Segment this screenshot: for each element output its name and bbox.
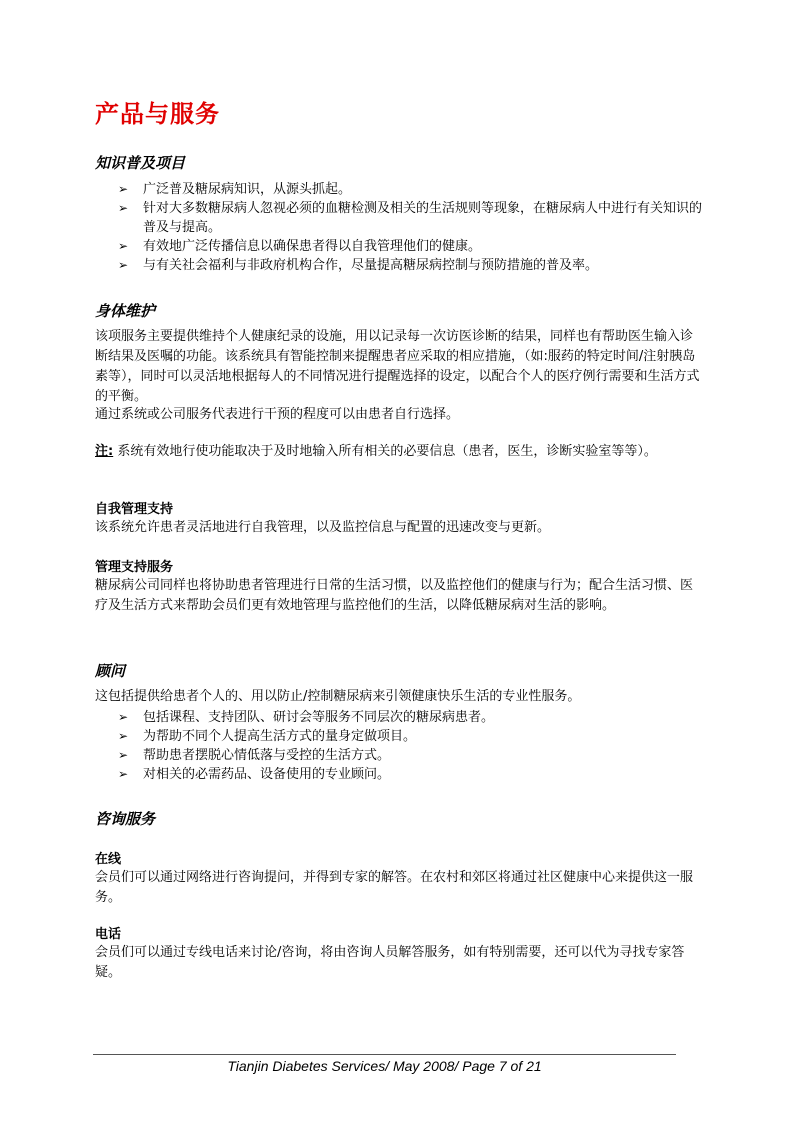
- arrow-bullet-icon: ➢: [118, 258, 129, 272]
- list-item: ➢ 与有关社会福利与非政府机构合作，尽量提高糖尿病控制与预防措施的普及率。: [118, 258, 599, 273]
- page-footer: Tianjin Diabetes Services/ May 2008/ Page 7 of 21: [227, 1058, 542, 1074]
- knowledge-list: [118, 180, 703, 275]
- list-item: ➢ 针对大多数糖尿病人忽视必须的血糖检测及相关的生活规则等现象，在糖尿病人中进行有关知识的普及与提高。: [118, 201, 703, 235]
- section-heading-consult: 咨询服务: [95, 810, 156, 828]
- list-item: ➢ 有效地广泛传播信息以确保患者得以自我管理他们的健康。: [118, 239, 482, 254]
- maintenance-paragraph: 该项服务主要提供维持个人健康纪录的设施，用以记录每一次访医诊断的结果，同样也有帮助医生输入诊断结果及医嘱的功能。该系统具有智能控制来提醒患者应采取的相应措施，（如:服药的特定时间/注射胰岛素等），同时可以灵活地根据每人的不同情况进行提醒选择的设定，以配合个人的医疗例行需要和生活方式的平衡。: [95, 329, 700, 404]
- arrow-bullet-icon: ➢: [118, 182, 129, 196]
- arrow-bullet-icon: ➢: [118, 729, 129, 743]
- list-item: ➢ 帮助患者摆脱心情低落与受控的生活方式。: [118, 748, 391, 763]
- self-management-text: 该系统允许患者灵活地进行自我管理，以及监控信息与配置的迅速改变与更新。: [95, 520, 551, 535]
- list-item: ➢ 为帮助不同个人提高生活方式的量身定做项目。: [118, 729, 417, 744]
- list-item: ➢ 包括课程、支持团队、研讨会等服务不同层次的糖尿病患者。: [118, 710, 495, 725]
- subheading-management-support: 管理支持服务: [95, 560, 174, 575]
- section-heading-knowledge: 知识普及项目: [95, 154, 186, 172]
- footer-divider: [93, 1054, 676, 1055]
- list-item: ➢ 对相关的必需药品、设备使用的专业顾问。: [118, 767, 391, 782]
- section-heading-advisor: 顾问: [95, 662, 126, 680]
- arrow-bullet-icon: ➢: [118, 748, 129, 762]
- note-label: 注:: [95, 444, 114, 459]
- arrow-bullet-icon: ➢: [118, 710, 129, 724]
- maintenance-paragraph-2: 通过系统或公司服务代表进行干预的程度可以由患者自行选择。: [95, 407, 460, 422]
- advisor-intro: 这包括提供给患者个人的、用以防止/控制糖尿病来引领健康快乐生活的专业性服务。: [95, 689, 581, 704]
- arrow-bullet-icon: ➢: [118, 767, 129, 781]
- subheading-online: 在线: [95, 852, 122, 867]
- online-text: 会员们可以通过网络进行咨询提问，并得到专家的解答。在农村和郊区将通过社区健康中心来提供这一服务。: [95, 870, 694, 905]
- management-support-text: 糖尿病公司同样也将协助患者管理进行日常的生活习惯，以及监控他们的健康与行为；配合生活习惯、医疗及生活方式来帮助会员们更有效地管理与监控他们的生活，以降低糖尿病对生活的影响。: [95, 578, 694, 613]
- phone-text: 会员们可以通过专线电话来讨论/咨询，将由咨询人员解答服务，如有特别需要，还可以代为寻找专家答疑。: [95, 945, 685, 980]
- subheading-phone: 电话: [95, 927, 122, 942]
- note-text: 系统有效地行使功能取决于及时地输入所有相关的必要信息（患者，医生，诊断实验室等等）。: [113, 444, 657, 459]
- list-item: ➢ 广泛普及糖尿病知识，从源头抓起。: [118, 182, 352, 197]
- advisor-list: [118, 708, 703, 784]
- arrow-bullet-icon: ➢: [118, 201, 129, 215]
- subheading-self-management: 自我管理支持: [95, 502, 174, 517]
- maintenance-note: [95, 442, 705, 462]
- page-title: 产品与服务: [95, 100, 220, 128]
- arrow-bullet-icon: ➢: [118, 239, 129, 253]
- section-heading-maintenance: 身体维护: [95, 302, 156, 320]
